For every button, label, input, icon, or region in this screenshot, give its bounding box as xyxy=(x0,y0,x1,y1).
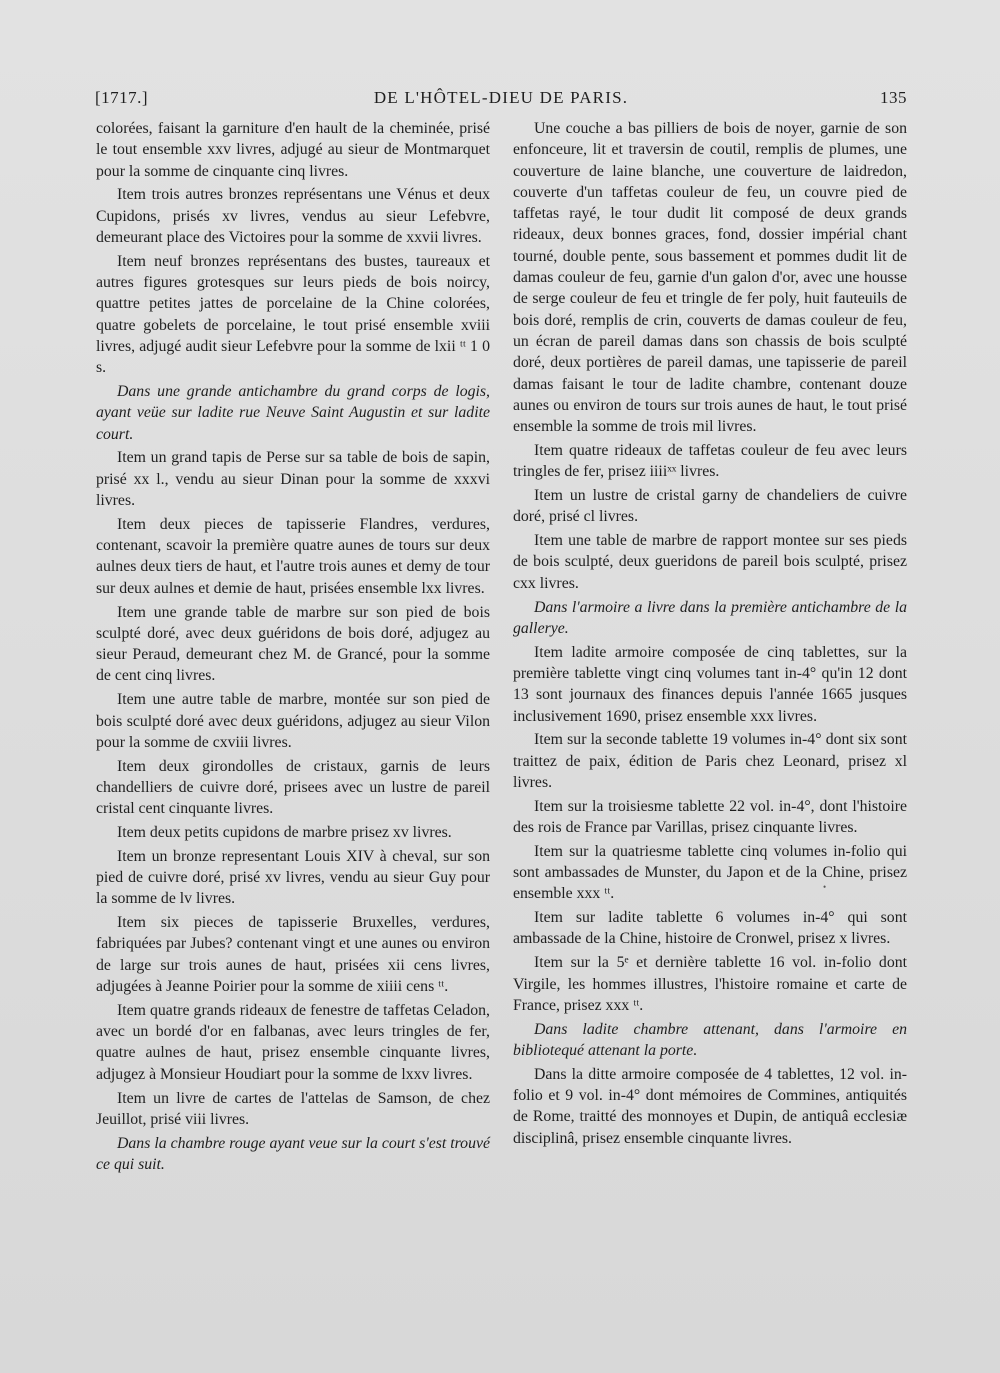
section-heading: Dans une grande antichambre du grand corps de logis, ayant veüe sur ladite rue Neuve Saint Augustin et sur ladite court. xyxy=(96,383,490,443)
paragraph: Item un lustre de cristal garny de chandeliers de cuivre doré, prisé cl livres. xyxy=(513,487,907,526)
paragraph: Une couche a bas pilliers de bois de noyer, garnie de son enfonceure, lit et traversin de coutil, remplis de plumes, une couverture de laine blanche, une couverture de laidredon, couverte d'un taffetas couleur de feu, un couvre pied de taffetas rayé, le tour dudit lit composé de deux grands rideaux, deux bonnes graces, fond, dossier impérial chant tourné, double pente, sous bassement et pommes dudit lit de damas couleur de feu, garnie d'un galon d'or, avec une housse de serge couleur de feu et tringle de fer poly, huit fauteuils de bois doré, remplis de crin, couverts de damas couleur de feu, un écran de pareil damas dans son chassis de bois sculpté doré, deux portières de pareil damas, une tapisserie de pareil damas faisant le tour de ladite chambre, contenant douze aunes ou environ de tours sur trois aunes de haut, le tout prisé ensemble la somme de trois mil livres. xyxy=(513,120,907,436)
paragraph: Item quatre grands rideaux de fenestre de taffetas Celadon, avec un bordé d'or en falbanas, avec leurs tringles de fer, quatre aulnes de haut, prisez ensemble cinquante livres, adjugez à Monsieur Houdiart pour la somme de lxxv livres. xyxy=(96,1001,490,1083)
paragraph: Item un bronze representant Louis XIV à cheval, sur son pied de cuivre doré, prisé xv livres, vendu au sieur Guy pour la somme de lv livres. xyxy=(96,847,490,908)
header-year: [1717.] xyxy=(95,88,149,107)
paragraph: Item deux pieces de tapisserie Flandres, verdures, contenant, scavoir la première quatre aunes de tours sur deux aulnes deux tiers de haut, et l'autre trois aunes et demy de tour sur deux aulnes et demie de haut, prisées ensemble lxx livres. xyxy=(96,515,490,597)
section-heading: Dans la chambre rouge ayant veue sur la court s'est trouvé ce qui suit. xyxy=(96,1134,490,1173)
paragraph: Item sur la seconde tablette 19 volumes in-4° dont six sont traittez de paix, édition de Paris chez Leonard, prisez xl livres. xyxy=(513,731,907,791)
left-column xyxy=(96,118,490,1178)
running-header xyxy=(95,88,907,112)
paragraph: Item une table de marbre de rapport montee sur ses pieds de bois sculpté, deux gueridons de pareil bois sculpté, prisez cxx livres. xyxy=(513,532,907,592)
paragraph: Item trois autres bronzes représentans une Vénus et deux Cupidons, prisés xv livres, vendus au sieur Lefebvre, demeurant place des Victoires pour la somme de xxvii livres. xyxy=(96,186,490,246)
paragraph: Item deux petits cupidons de marbre prisez xv livres. xyxy=(117,824,452,841)
paragraph: Item six pieces de tapisserie Bruxelles, verdures, fabriquées par Jubes? contenant vingt et une aunes ou environ de large sur trois aunes de haut, prisées xii cens livres, adjugées à Jeanne Poirier pour la somme de xiiii cens ᵗᵗ. xyxy=(96,914,490,996)
paragraph: Dans la ditte armoire composée de 4 tablettes, 12 vol. in-folio et 9 vol. in-4° dont mémoires de Commines, antiquités de Rome, traitté des monnoyes et Dupin, de antiquâ ecclesiæ disciplinâ, prisez ensemble cinquante livres. xyxy=(513,1065,907,1147)
section-heading: Dans ladite chambre attenant, dans l'armoire en bibliotequé attenant la porte. xyxy=(513,1020,907,1059)
paragraph: Item quatre rideaux de taffetas couleur de feu avec leurs tringles de fer, prisez iiiiˣˣ livres. xyxy=(513,441,907,481)
paragraph: Item sur la troisiesme tablette 22 vol. in-4°, dont l'histoire des rois de France par Varillas, prisez cinquante livres. xyxy=(513,797,907,836)
paragraph: Item deux girondolles de cristaux, garnis de leurs chandelliers de cuivre doré, prisees avec un lustre de pareil cristal cent cinquante livres. xyxy=(96,757,490,818)
page-speck: • xyxy=(823,882,827,892)
page-number: 135 xyxy=(880,88,907,107)
paragraph: Item une grande table de marbre sur son pied de bois sculpté doré, avec deux guéridons de bois doré, adjugez au sieur Peraud, demeurant chez M. de Grancé, pour la somme de cent cinq livres. xyxy=(96,603,490,685)
paragraph: Item une autre table de marbre, montée sur son pied de bois sculpté doré avec deux guéridons, adjugez au sieur Vilon pour la somme de cxviii livres. xyxy=(96,691,490,751)
right-column xyxy=(513,118,907,1151)
paragraph: colorées, faisant la garniture d'en hault de la cheminée, prisé le tout ensemble xxv livres, adjugé au sieur de Montmarquet pour la somme de cinquante cinq livres. xyxy=(96,120,490,180)
paragraph: Item un livre de cartes de l'attelas de Samson, de chez Jeuillot, prisé viii livres. xyxy=(96,1089,490,1128)
paragraph: Item sur la quatriesme tablette cinq volumes in-folio qui sont ambassades de Munster, du Japon et de la Chine, prisez ensemble xxx ᵗᵗ. xyxy=(513,842,907,903)
paragraph: Item sur la 5ᵉ et dernière tablette 16 vol. in-folio dont Virgile, les hommes illustres, l'histoire romaine et carte de France, prisez xxx ᵗᵗ. xyxy=(513,954,907,1014)
paragraph: Item un grand tapis de Perse sur sa table de bois de sapin, prisé xx l., vendu au sieur Dinan pour la somme de xxxvi livres. xyxy=(96,449,490,510)
section-heading: Dans l'armoire a livre dans la première antichambre de la gallerye. xyxy=(513,598,907,637)
paragraph: Item sur ladite tablette 6 volumes in-4° qui sont ambassade de la Chine, histoire de Cronwel, prisez x livres. xyxy=(513,909,907,948)
paragraph: Item neuf bronzes représentans des bustes, taureaux et autres figures grotesques sur leurs pieds de bois noircy, quattre petites jattes de porcelaine de la Chine colorées, quatre gobelets de porcelaine, le tout prisé ensemble xviii livres, adjugé audit sieur Lefebvre pour la somme de lxii ᵗᵗ 1 0 s. xyxy=(96,252,490,377)
paragraph: Item ladite armoire composée de cinq tablettes, sur la première tablette vingt cinq volumes tant in-4° qu'in 12 dont 13 sont journaux des finances depuis l'année 1665 jusques inclusivement 1690, prisez ensemble xxx livres. xyxy=(513,643,907,725)
header-title: DE L'HÔTEL-DIEU DE PARIS. xyxy=(373,88,629,107)
